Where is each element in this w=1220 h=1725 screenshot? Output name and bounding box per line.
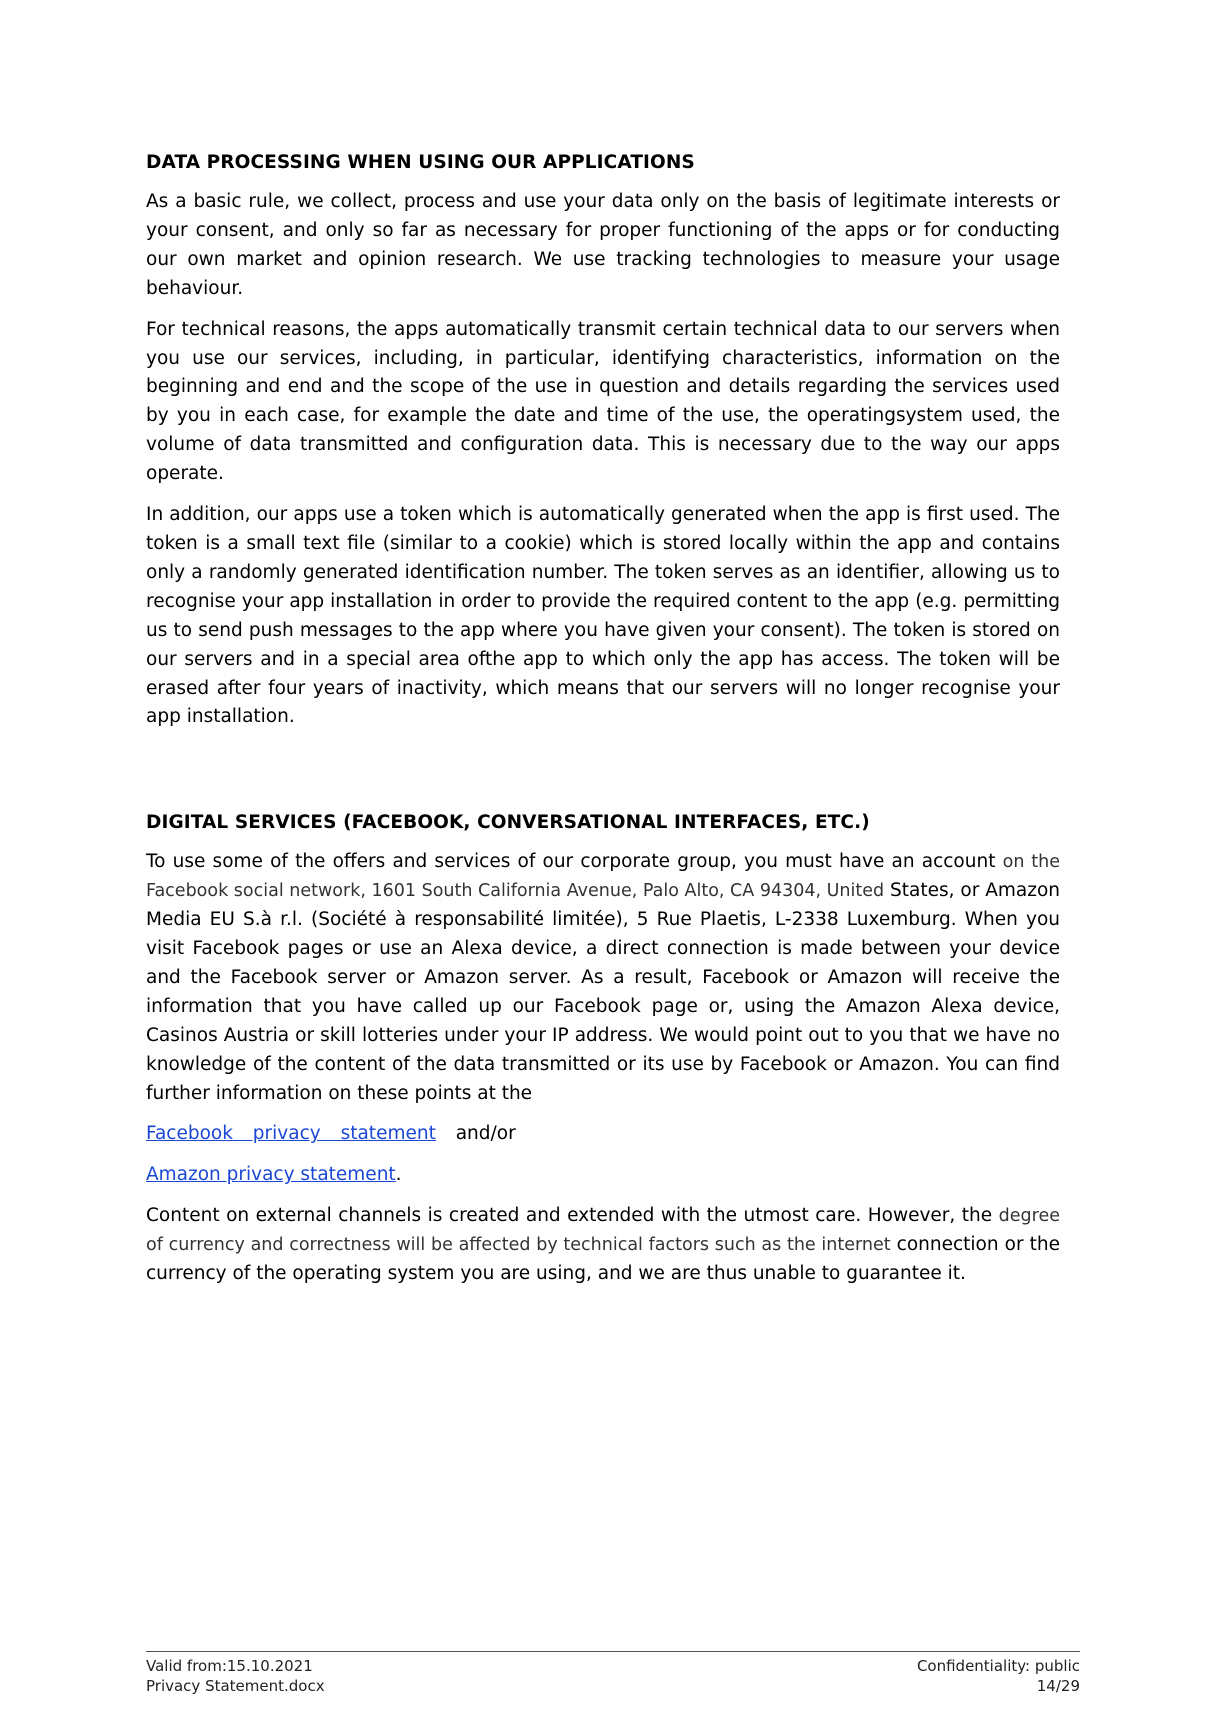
page-number: 14/29 (1036, 1677, 1080, 1695)
paragraph (146, 1202, 1060, 1289)
paragraph-segment-address: on the Facebook social network, 1601 South California Avenue, Palo Alto, CA 94304, United (146, 852, 1060, 902)
paragraph: In addition, our apps use a token which is automatically generated when the app is first used. The token is a small text file (similar to a cookie) which is stored locally within the app and contains only a randomly generated identification number. The token serves as an identifier, allowing us to recognise your app installation in order to provide the required content to the app (e.g. permitting us to send push messages to the app where you have given your consent). The token is stored on our servers and in a special area ofthe app to which only the app has access. The token will be erased after four years of inactivity, which means that our servers will no longer recognise your app installation. (146, 504, 1060, 728)
page-footer (146, 1651, 1080, 1695)
valid-from-text: Valid from:15.10.2021 (146, 1657, 313, 1675)
paragraph-segment: Content on external channels is created and extended with the utmost care. However, the (146, 1205, 999, 1227)
confidentiality-text: Confidentiality: public (916, 1657, 1080, 1675)
paragraph-segment: To use some of the offers and services of our corporate group, you must have an account (146, 851, 1003, 873)
amazon-link-line (146, 1161, 1060, 1190)
facebook-link-line (146, 1120, 1060, 1149)
paragraph-segment: connection or the currency of the operating system you are using, and we are thus unable to guarantee it. (146, 1234, 1060, 1285)
facebook-privacy-link[interactable]: Facebook privacy statement (146, 1123, 436, 1145)
document-body (146, 148, 1060, 1301)
section-heading-digital-services: DIGITAL SERVICES (FACEBOOK, CONVERSATIONAL INTERFACES, ETC.) (146, 812, 870, 834)
and-or-text: and/or (455, 1123, 516, 1145)
paragraph-segment: States, or Amazon Media EU S.à r.l. (Société à responsabilité limitée), 5 Rue Plaetis, L-2338 Luxemburg. When you visit Facebook pages or use an Alexa device, a direct connection is made between your device and the Facebook server or Amazon server. As a result, Facebook or Amazon will receive the information that you have called up our Facebook page or, using the Amazon Alexa device, Casinos Austria or skill lotteries under your IP address. We would point out to you that we have no knowledge of the content of the data transmitted or its use by Facebook or Amazon. You can find further information on these points at the (146, 880, 1060, 1104)
section-spacer (146, 744, 1060, 808)
paragraph (146, 848, 1060, 1108)
paragraph: For technical reasons, the apps automatically transmit certain technical data to our servers when you use our services, including, in particular, identifying characteristics, information on the beginning and end and the scope of the use in question and details regarding the services used by you in each case, for example the date and time of the use, the operatingsystem used, the volume of data transmitted and configuration data. This is necessary due to the way our apps operate. (146, 318, 1060, 485)
section-heading-data-processing: DATA PROCESSING WHEN USING OUR APPLICATIONS (146, 152, 695, 173)
paragraph-segment-light: degree of currency and correctness will be affected by technical factors such as the internet (146, 1206, 1060, 1256)
footer-right (917, 1656, 1080, 1696)
paragraph: As a basic rule, we collect, process and use your data only on the basis of legitimate interests or your consent, and only so far as necessary for proper functioning of the apps or for conducting our own market and opinion research. We use tracking technologies to measure your usage behaviour. (146, 191, 1060, 299)
footer-left (146, 1656, 325, 1696)
amazon-privacy-link[interactable]: Amazon privacy statement (146, 1164, 396, 1186)
filename-text: Privacy Statement.docx (146, 1677, 325, 1695)
period-text: . (395, 1164, 402, 1186)
